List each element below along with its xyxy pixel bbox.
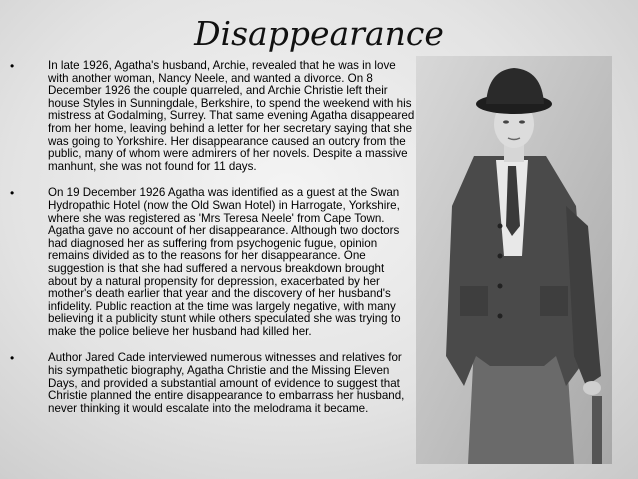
bullet-text: In late 1926, Agatha's husband, Archie, revealed that he was in love with another woman, Nancy Neele, and wanted a divorce. On 8 December 1926 the couple quarreled, and Archie Christie left their house Styles in Sunningdale, Berkshire, to spend the weekend with his mistress at Godalming, Surrey. That same evening Agatha disappeared from her home, leaving behind a letter for her secretary saying that she was going to Yorkshire. Her disappearance caused an outcry from the public, many of whom were admirers of her novels. Despite a massive manhunt, she was not found for 11 days. [48, 59, 415, 173]
bullet-marker: • [10, 186, 15, 201]
bullet-item [6, 187, 416, 338]
bullet-marker: • [10, 59, 15, 73]
slide-title: Disappearance [194, 14, 444, 53]
bullet-text: Author Jared Cade interviewed numerous witnesses and relatives for his sympathetic biography, Agatha Christie and the Missing Eleven Days, and provided a substantial amount of evidence to suggest that Christie planned the entire disappearance to embarrass her husband, never thinking it would escalate into the melodrama it became. [48, 351, 405, 415]
bullet-marker: • [10, 351, 15, 366]
bullet-text: On 19 December 1926 Agatha was identified as a guest at the Swan Hydropathic Hotel (now the Old Swan Hotel) in Harrogate, Yorkshire, where she was registered as 'Mrs Teresa Neele' from Cape Town. Agatha gave no account of her disappearance. Although two doctors had diagnosed her as suffering from psychogenic fugue, opinion remains divided as to the reasons for her disappearance. One suggestion is that she had suffered a nervous breakdown brought about by a natural propensity for depression, exacerbated by her mother's death earlier that year and the discovery of her husband's infidelity. Public reaction at the time was largely negative, with many believing it a publicity stunt while others speculated she was trying to make the police believe her husband had killed her. [48, 186, 401, 338]
bullet-list [6, 60, 416, 429]
portrait-photo [416, 56, 612, 464]
bullet-item [6, 60, 416, 173]
bullet-item [6, 352, 416, 415]
